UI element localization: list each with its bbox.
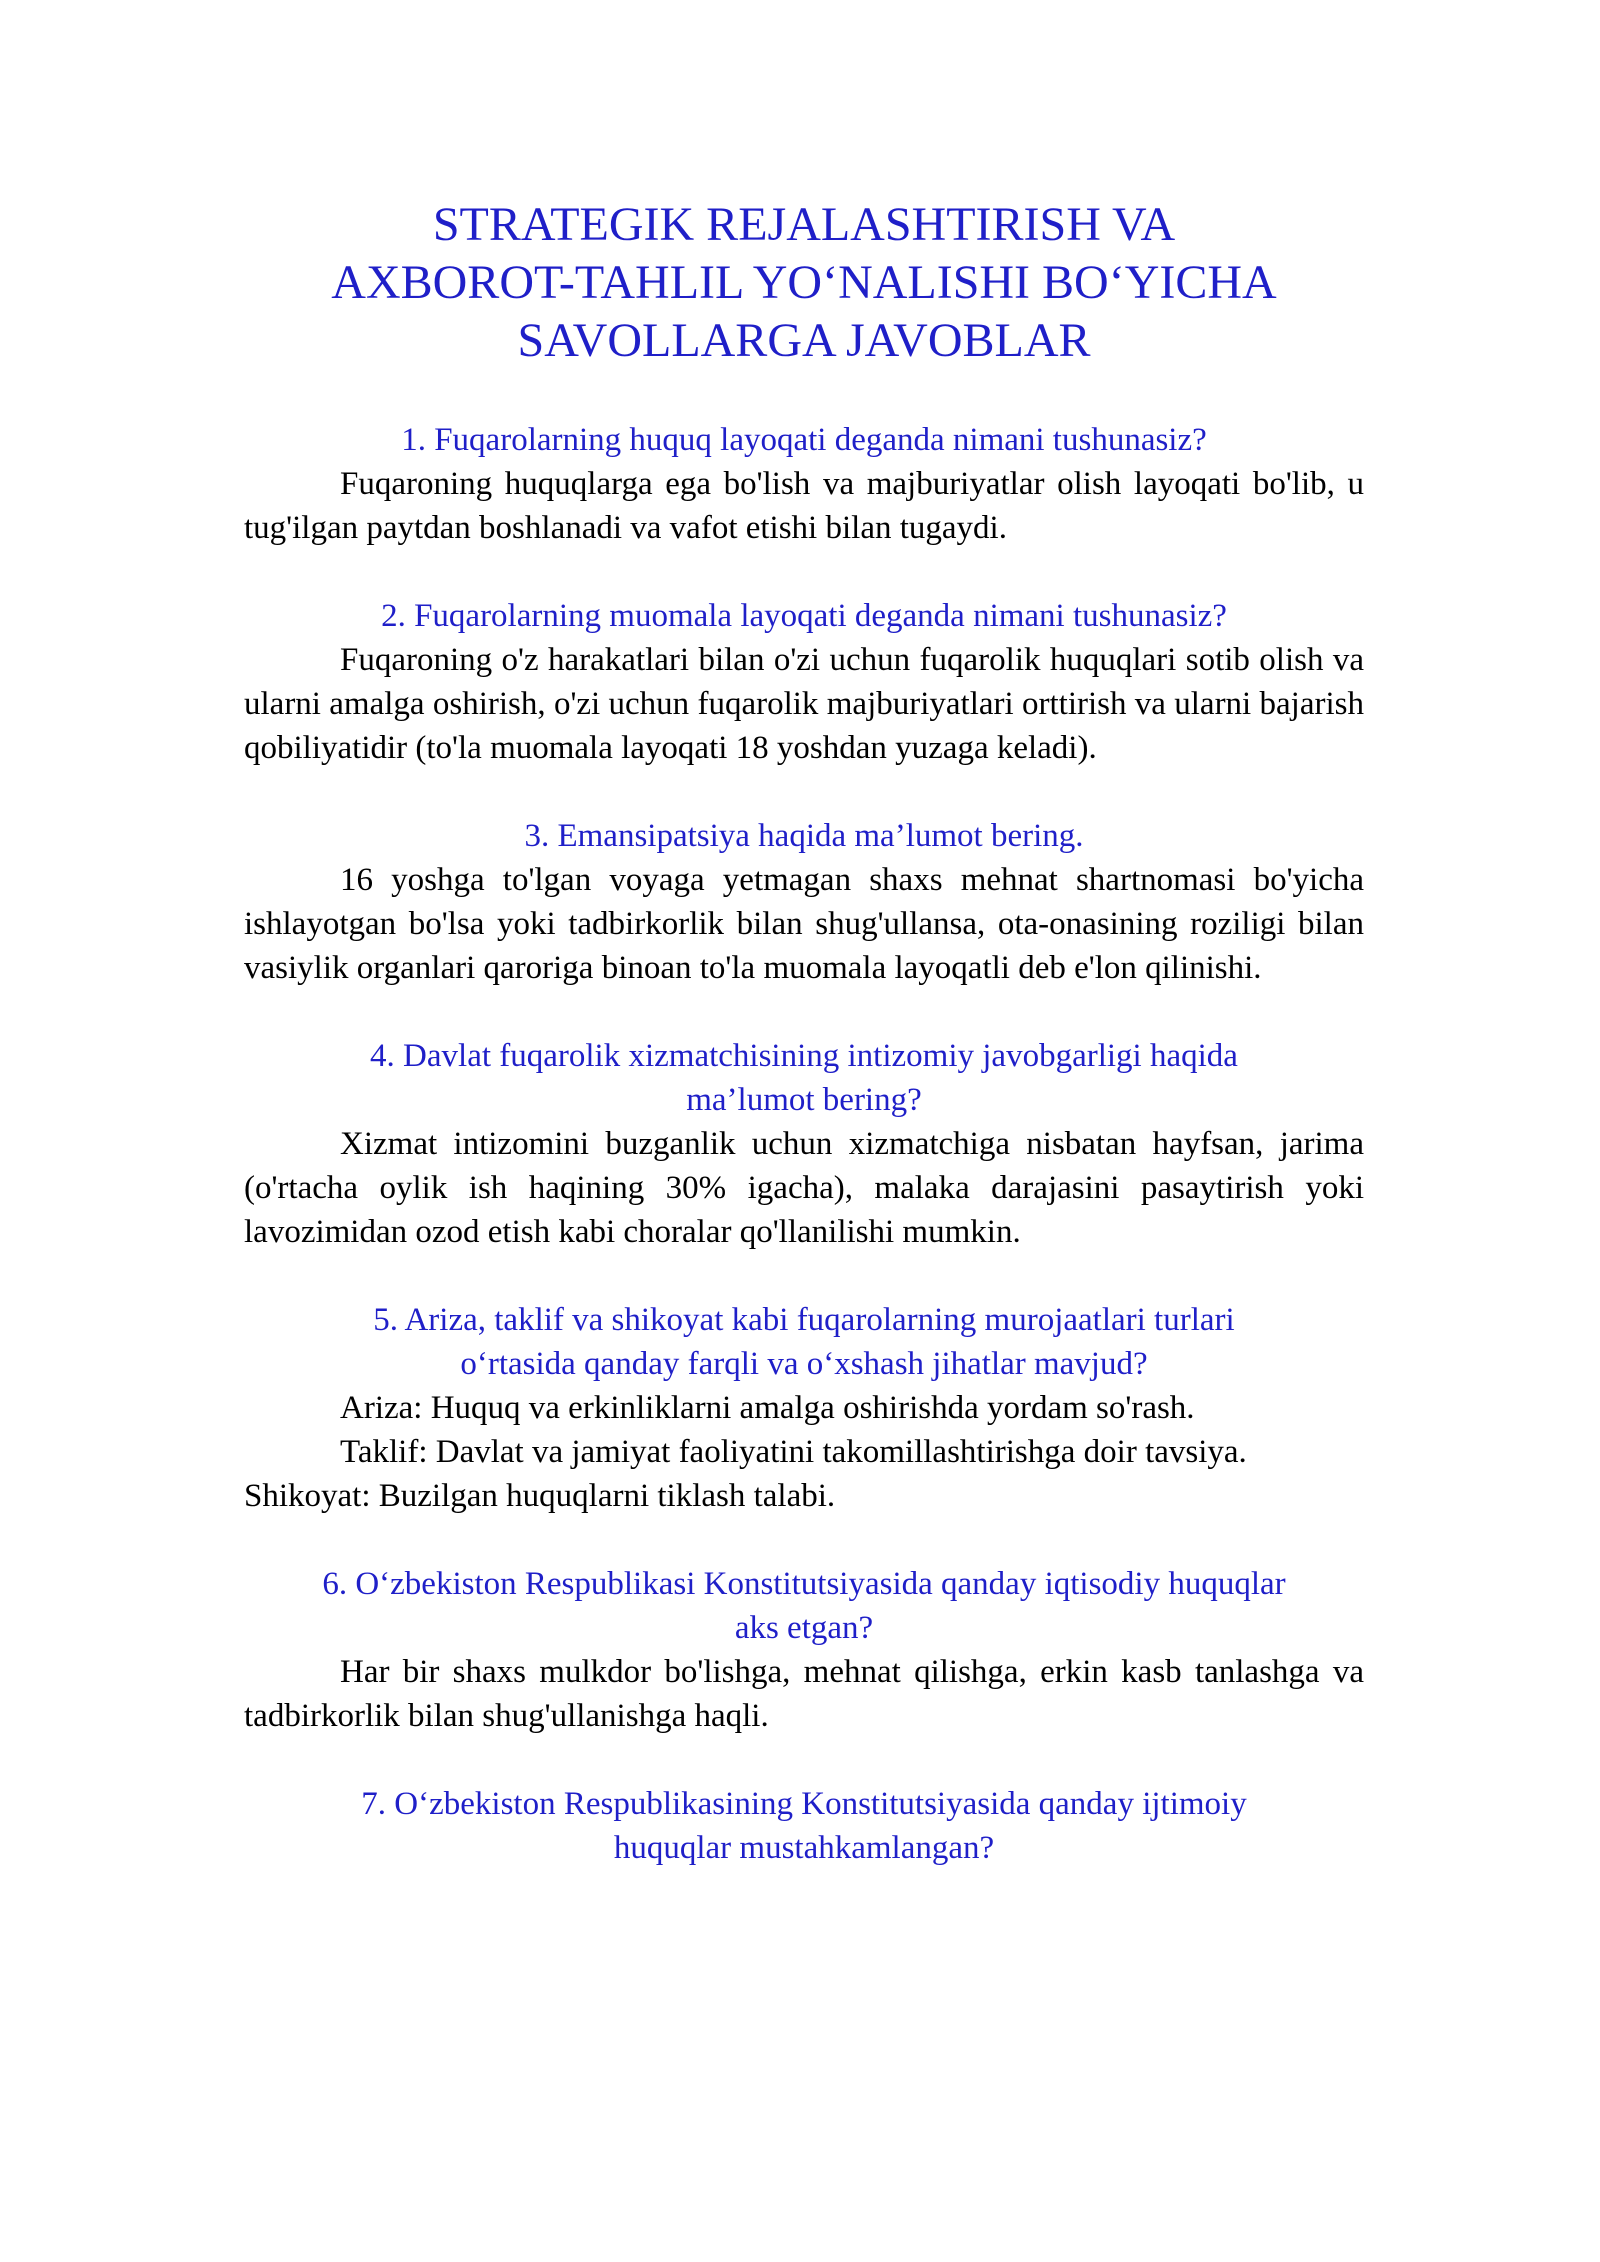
qa-item-7 [244, 1782, 1364, 1870]
answer-text [244, 638, 1364, 770]
question-line: 6. O‘zbekiston Respublikasi Konstitutsiyasida qanday iqtisodiy huquqlar [322, 1566, 1286, 1602]
answer-text [244, 1386, 1364, 1518]
answer-paragraph: Fuqaroning huquqlarga ega bo'lish va majburiyatlar olish layoqati bo'lib, u tug'ilgan paytdan boshlanadi va vafot etishi bilan tugaydi. [244, 466, 1364, 546]
question-line: 3. Emansipatsiya haqida ma’lumot bering. [524, 818, 1084, 854]
document-title [244, 196, 1364, 370]
document-page [244, 0, 1364, 1870]
answer-paragraph: Ariza: Huquq va erkinliklarni amalga oshirishda yordam so'rash. [340, 1390, 1195, 1426]
answer-paragraph: Xizmat intizomini buzganlik uchun xizmatchiga nisbatan hayfsan, jarima (o'rtacha oylik ish haqining 30% igacha), malaka darajasini pasaytirish yoki lavozimidan ozod etish kabi choralar qo'llanilishi mumkin. [244, 1126, 1364, 1250]
question-line: 7. O‘zbekiston Respublikasining Konstitutsiyasida qanday ijtimoiy [361, 1786, 1247, 1822]
answer-paragraph: Fuqaroning o'z harakatlari bilan o'zi uchun fuqarolik huquqlari sotib olish va ularni amalga oshirish, o'zi uchun fuqarolik majburiyatlari orttirish va ularni bajarish qobiliyatidir (to'la muomala layoqati 18 yoshdan yuzaga keladi). [244, 642, 1364, 766]
answer-paragraph: Taklif: Davlat va jamiyat faoliyatini takomillashtirishga doir tavsiya. [340, 1434, 1247, 1470]
answer-text [244, 1650, 1364, 1738]
question-line: 2. Fuqarolarning muomala layoqati deganda nimani tushunasiz? [381, 598, 1227, 634]
qa-item-6 [244, 1562, 1364, 1738]
answer-text [244, 462, 1364, 550]
title-line: SAVOLLARGA JAVOBLAR [517, 314, 1091, 367]
question-line: ma’lumot bering? [686, 1082, 922, 1118]
answer-paragraph: Har bir shaxs mulkdor bo'lishga, mehnat qilishga, erkin kasb tanlashga va tadbirkorlik bilan shug'ullanishga haqli. [244, 1654, 1364, 1734]
qa-item-2 [244, 594, 1364, 770]
question-heading [244, 1562, 1364, 1650]
question-heading [244, 1034, 1364, 1122]
question-heading [244, 418, 1364, 462]
question-line: o‘rtasida qanday farqli va o‘xshash jihatlar mavjud? [460, 1346, 1148, 1382]
answer-paragraph: Shikoyat: Buzilgan huquqlarni tiklash talabi. [244, 1478, 836, 1514]
question-line: 4. Davlat fuqarolik xizmatchisining intizomiy javobgarligi haqida [370, 1038, 1238, 1074]
title-line: STRATEGIK REJALASHTIRISH VA [432, 198, 1176, 251]
question-heading [244, 594, 1364, 638]
answer-paragraph: 16 yoshga to'lgan voyaga yetmagan shaxs mehnat shartnomasi bo'yicha ishlayotgan bo'lsa yoki tadbirkorlik bilan shug'ullansa, ota-onasining roziligi bilan vasiylik organlari qaroriga binoan to'la muomala layoqatli deb e'lon qilinishi. [244, 862, 1364, 986]
question-heading [244, 1782, 1364, 1870]
answer-text [244, 858, 1364, 990]
question-line: 1. Fuqarolarning huquq layoqati deganda nimani tushunasiz? [401, 422, 1207, 458]
answer-text [244, 1122, 1364, 1254]
question-heading [244, 1298, 1364, 1386]
question-line: aks etgan? [734, 1610, 874, 1646]
question-line: huquqlar mustahkamlangan? [613, 1830, 995, 1866]
qa-item-4 [244, 1034, 1364, 1254]
qa-item-3 [244, 814, 1364, 990]
title-line: AXBOROT-TAHLIL YO‘NALISHI BO‘YICHA [331, 256, 1277, 309]
qa-item-5 [244, 1298, 1364, 1518]
question-heading [244, 814, 1364, 858]
qa-item-1 [244, 418, 1364, 550]
question-line: 5. Ariza, taklif va shikoyat kabi fuqarolarning murojaatlari turlari [373, 1302, 1235, 1338]
